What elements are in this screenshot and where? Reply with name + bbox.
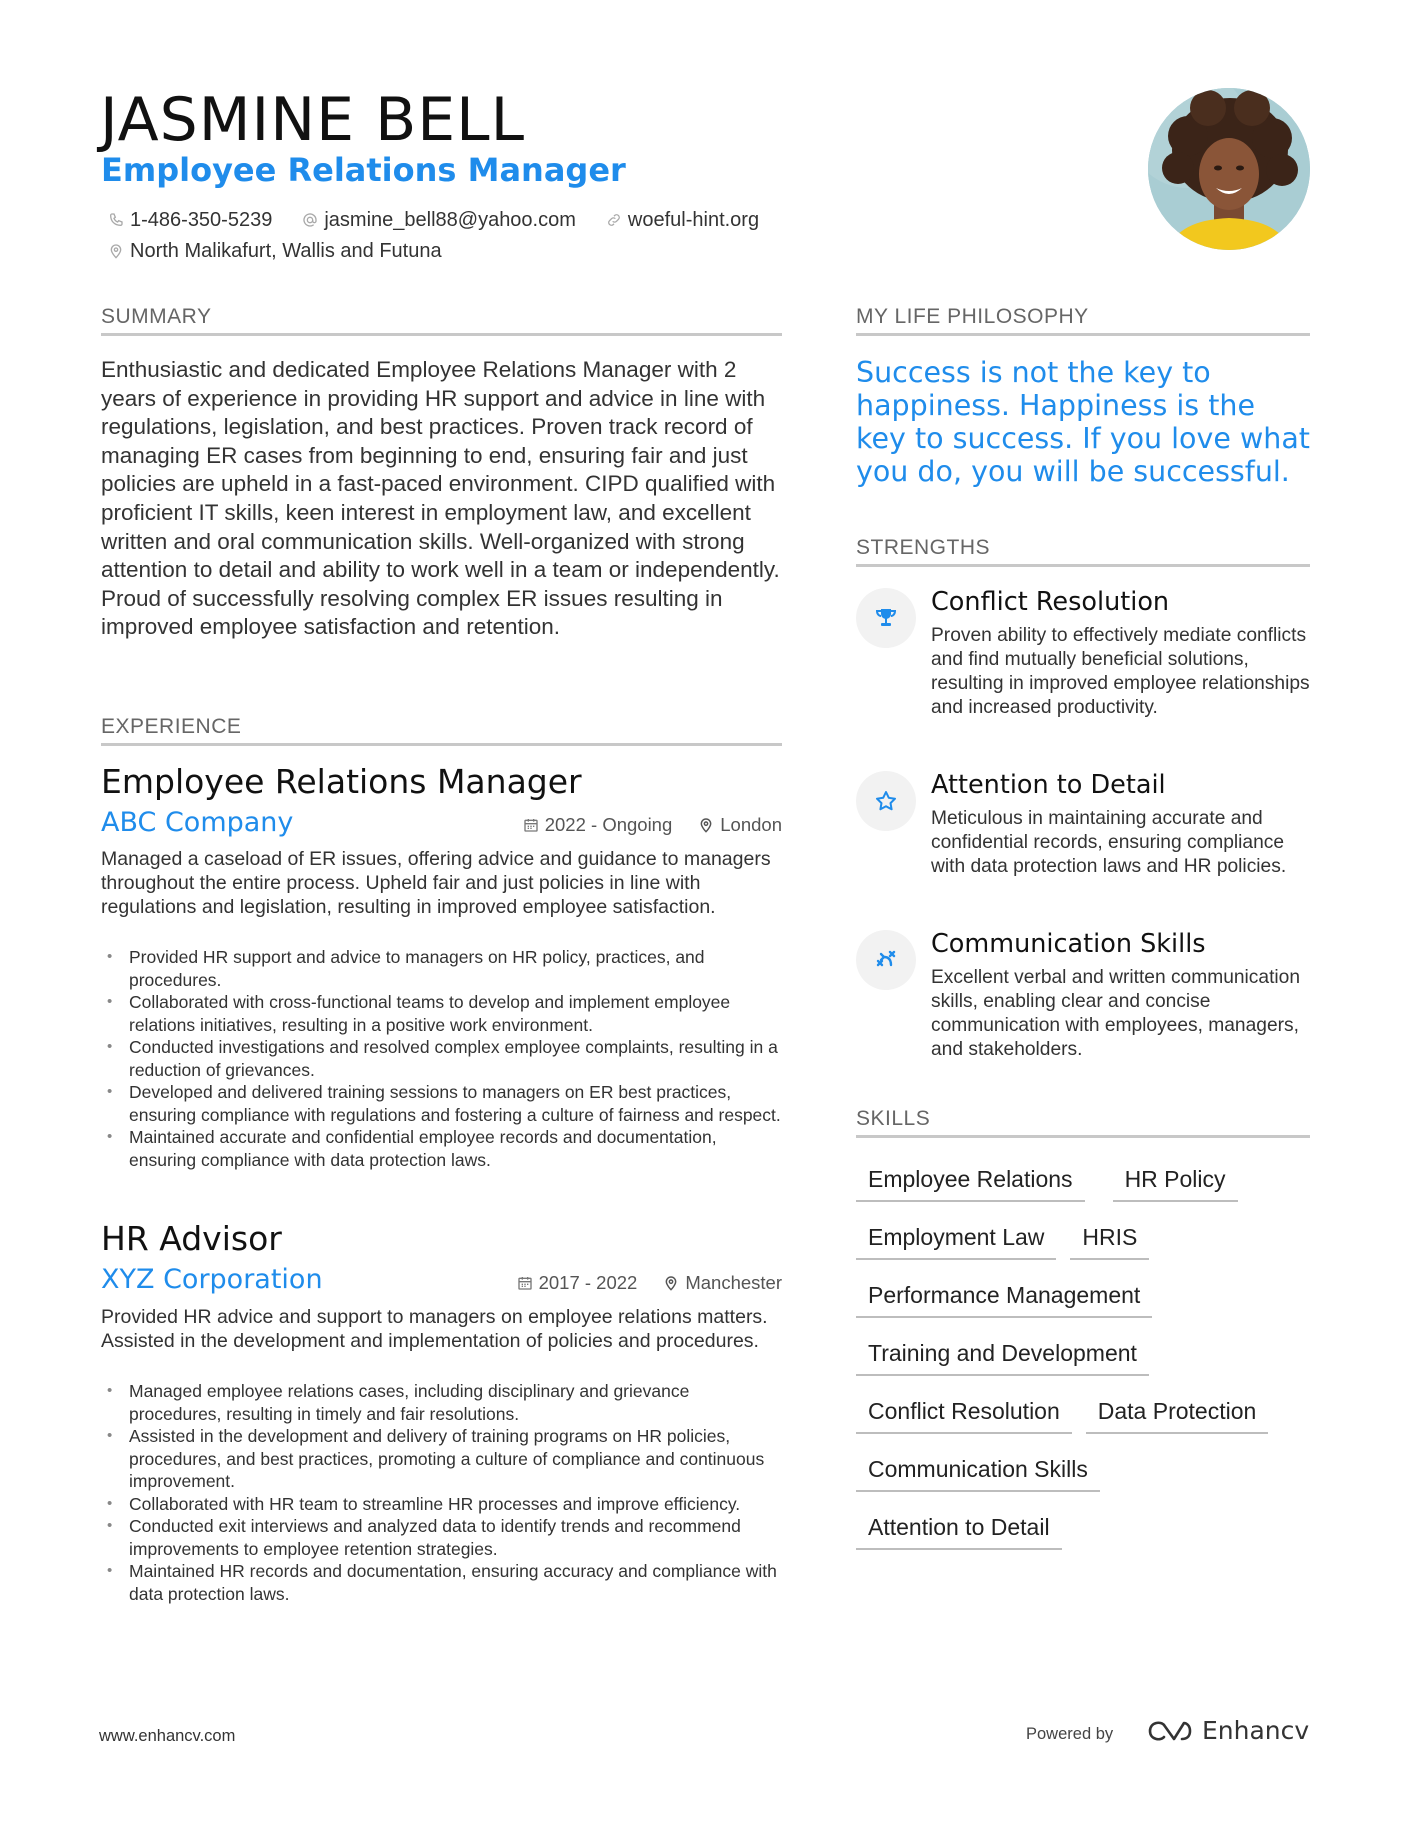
job-meta	[517, 1271, 782, 1295]
website-contact[interactable]	[606, 206, 759, 234]
job-description: Managed a caseload of ER issues, offering advice and guidance to managers throughout the entire process. Upheld fair and just policies in line with regulations and legislation, resulting in improved employee satisfaction.	[101, 848, 771, 918]
list-item: • Managed employee relations cases, including disciplinary and grievance procedures, resulting in timely and fair resolutions.	[101, 1380, 782, 1425]
list-item: • Maintained accurate and confidential employee records and documentation, ensuring compliance with data protection laws.	[101, 1126, 782, 1171]
skill-tag: Employment Law	[856, 1218, 1056, 1260]
philosophy-section-title: MY LIFE PHILOSOPHY	[856, 304, 1310, 336]
skill-tag: Attention to Detail	[856, 1508, 1062, 1550]
skill-tag: Performance Management	[856, 1276, 1152, 1318]
strength-icon-circle	[856, 588, 916, 648]
strength-text: Excellent verbal and written communication skills, enabling clear and concise communication with employees, managers, and stakeholders.	[931, 967, 1301, 1060]
trophy-icon	[874, 606, 898, 630]
powered-by-label: Powered by	[1026, 1725, 1114, 1743]
location-text: North Malikafurt, Wallis and Futuna	[130, 240, 442, 262]
summary-text: Enthusiastic and dedicated Employee Relations Manager with 2 years of experience in providing HR support and advice in line with regulations, legislation, and best practices. Proven track record of managing ER cases from beginning to end, ensuring fair and just policies are upheld in a fast-paced environment. CIPD qualified with proficient IT skills, keen interest in employment law, and excellent written and oral communication skills. Well-organized with strong attention to detail and ability to work well in a team or independently. Proud of successfully resolving complex ER issues resulting in improved employee satisfaction and retention.	[101, 357, 780, 640]
list-item: • Assisted in the development and delivery of training programs on HR policies, procedures, and best practices, promoting a culture of compliance and continuous improvement.	[101, 1425, 782, 1493]
list-item: • Collaborated with cross-functional teams to develop and implement employee relations initiatives, resulting in a positive work environment.	[101, 991, 782, 1036]
list-item: • Maintained HR records and documentation, ensuring accuracy and compliance with data protection laws.	[101, 1560, 782, 1605]
avatar	[1148, 88, 1310, 250]
list-item: • Conducted exit interviews and analyzed data to identify trends and recommend improvements to employee retention strategies.	[101, 1515, 782, 1560]
list-item: • Conducted investigations and resolved complex employee complaints, resulting in a reduction of grievances.	[101, 1036, 782, 1081]
skills-list	[856, 1160, 1310, 1566]
job-description: Provided HR advice and support to managers on employee relations matters. Assisted in the development and implementation of policies and procedures.	[101, 1306, 768, 1352]
strength-title: Conflict Resolution	[931, 587, 1170, 617]
location-pin-icon	[108, 243, 124, 259]
skill-row	[856, 1276, 1310, 1334]
skill-row	[856, 1392, 1310, 1450]
star-icon	[874, 789, 898, 813]
location-pin-icon	[663, 1275, 679, 1291]
at-icon	[302, 212, 318, 228]
skill-tag: Conflict Resolution	[856, 1392, 1072, 1434]
job-location-text: Manchester	[685, 1272, 782, 1293]
skill-row	[856, 1450, 1310, 1508]
location-row	[108, 237, 442, 265]
experience-section-title: EXPERIENCE	[101, 714, 782, 746]
brand-name: Enhancv	[1202, 1716, 1310, 1745]
job-location-text: London	[720, 814, 782, 835]
location-contact	[108, 237, 442, 265]
skills-section-title: SKILLS	[856, 1106, 1310, 1138]
job-location	[698, 813, 782, 837]
job-dates-text: 2017 - 2022	[538, 1272, 638, 1293]
strength-title: Communication Skills	[931, 929, 1206, 959]
website-text: woeful-hint.org	[627, 209, 760, 231]
summary-section-title: SUMMARY	[101, 304, 782, 336]
job-dates-text: 2022 - Ongoing	[544, 814, 673, 835]
enhancv-logo-icon	[1146, 1717, 1194, 1745]
phone-contact[interactable]	[108, 206, 272, 234]
skill-tag: Communication Skills	[856, 1450, 1100, 1492]
job-dates	[523, 813, 673, 837]
list-item: • Developed and delivered training sessions to managers on ER best practices, ensuring compliance with regulations and fostering a culture of fairness and respect.	[101, 1081, 782, 1126]
job-meta	[523, 813, 782, 837]
strength-text: Meticulous in maintaining accurate and confidential records, ensuring compliance with data protection laws and HR policies.	[931, 808, 1287, 877]
skill-tag: Data Protection	[1086, 1392, 1269, 1434]
calendar-icon	[517, 1275, 533, 1291]
skill-tag: HRIS	[1070, 1218, 1149, 1260]
job-bullets	[101, 946, 782, 1171]
company-name: ABC Company	[101, 807, 294, 838]
skill-row	[856, 1334, 1310, 1392]
philosophy-quote: Success is not the key to happiness. Happiness is the key to success. If you love what you do, you will be successful.	[856, 356, 1310, 488]
skill-tag: Training and Development	[856, 1334, 1149, 1376]
skill-row	[856, 1160, 1310, 1218]
skill-tag: HR Policy	[1113, 1160, 1238, 1202]
footer-url[interactable]: www.enhancv.com	[99, 1727, 236, 1745]
strength-text: Proven ability to effectively mediate conflicts and find mutually beneficial solutions, resulting in improved employee relationships and increased productivity.	[931, 625, 1310, 718]
link-icon	[606, 212, 622, 228]
list-item: • Provided HR support and advice to managers on HR policy, practices, and procedures.	[101, 946, 782, 991]
job-title: Employee Relations Manager	[101, 762, 582, 801]
job-bullets	[101, 1380, 782, 1605]
job-dates	[517, 1271, 638, 1295]
job-location	[663, 1271, 782, 1295]
contact-row	[108, 206, 759, 234]
email-text: jasmine_bell88@yahoo.com	[324, 209, 576, 231]
brand-logo[interactable]	[1146, 1716, 1309, 1745]
skill-tag: Employee Relations	[856, 1160, 1085, 1202]
profile-photo	[1148, 88, 1310, 250]
phone-icon	[108, 212, 124, 228]
strengths-section-title: STRENGTHS	[856, 535, 1310, 567]
strength-title: Attention to Detail	[931, 770, 1166, 800]
strategy-icon	[874, 948, 898, 972]
job-title: HR Advisor	[101, 1219, 282, 1258]
phone-text: 1-486-350-5239	[130, 209, 273, 231]
candidate-name: JASMINE BELL	[100, 85, 526, 155]
calendar-icon	[523, 817, 539, 833]
company-name: XYZ Corporation	[101, 1264, 323, 1295]
skill-row	[856, 1218, 1310, 1276]
skill-row	[856, 1508, 1310, 1566]
list-item: • Collaborated with HR team to streamline HR processes and improve efficiency.	[101, 1493, 782, 1516]
candidate-role: Employee Relations Manager	[101, 151, 626, 189]
location-pin-icon	[698, 817, 714, 833]
email-contact[interactable]	[302, 206, 576, 234]
strength-icon-circle	[856, 930, 916, 990]
strength-icon-circle	[856, 771, 916, 831]
